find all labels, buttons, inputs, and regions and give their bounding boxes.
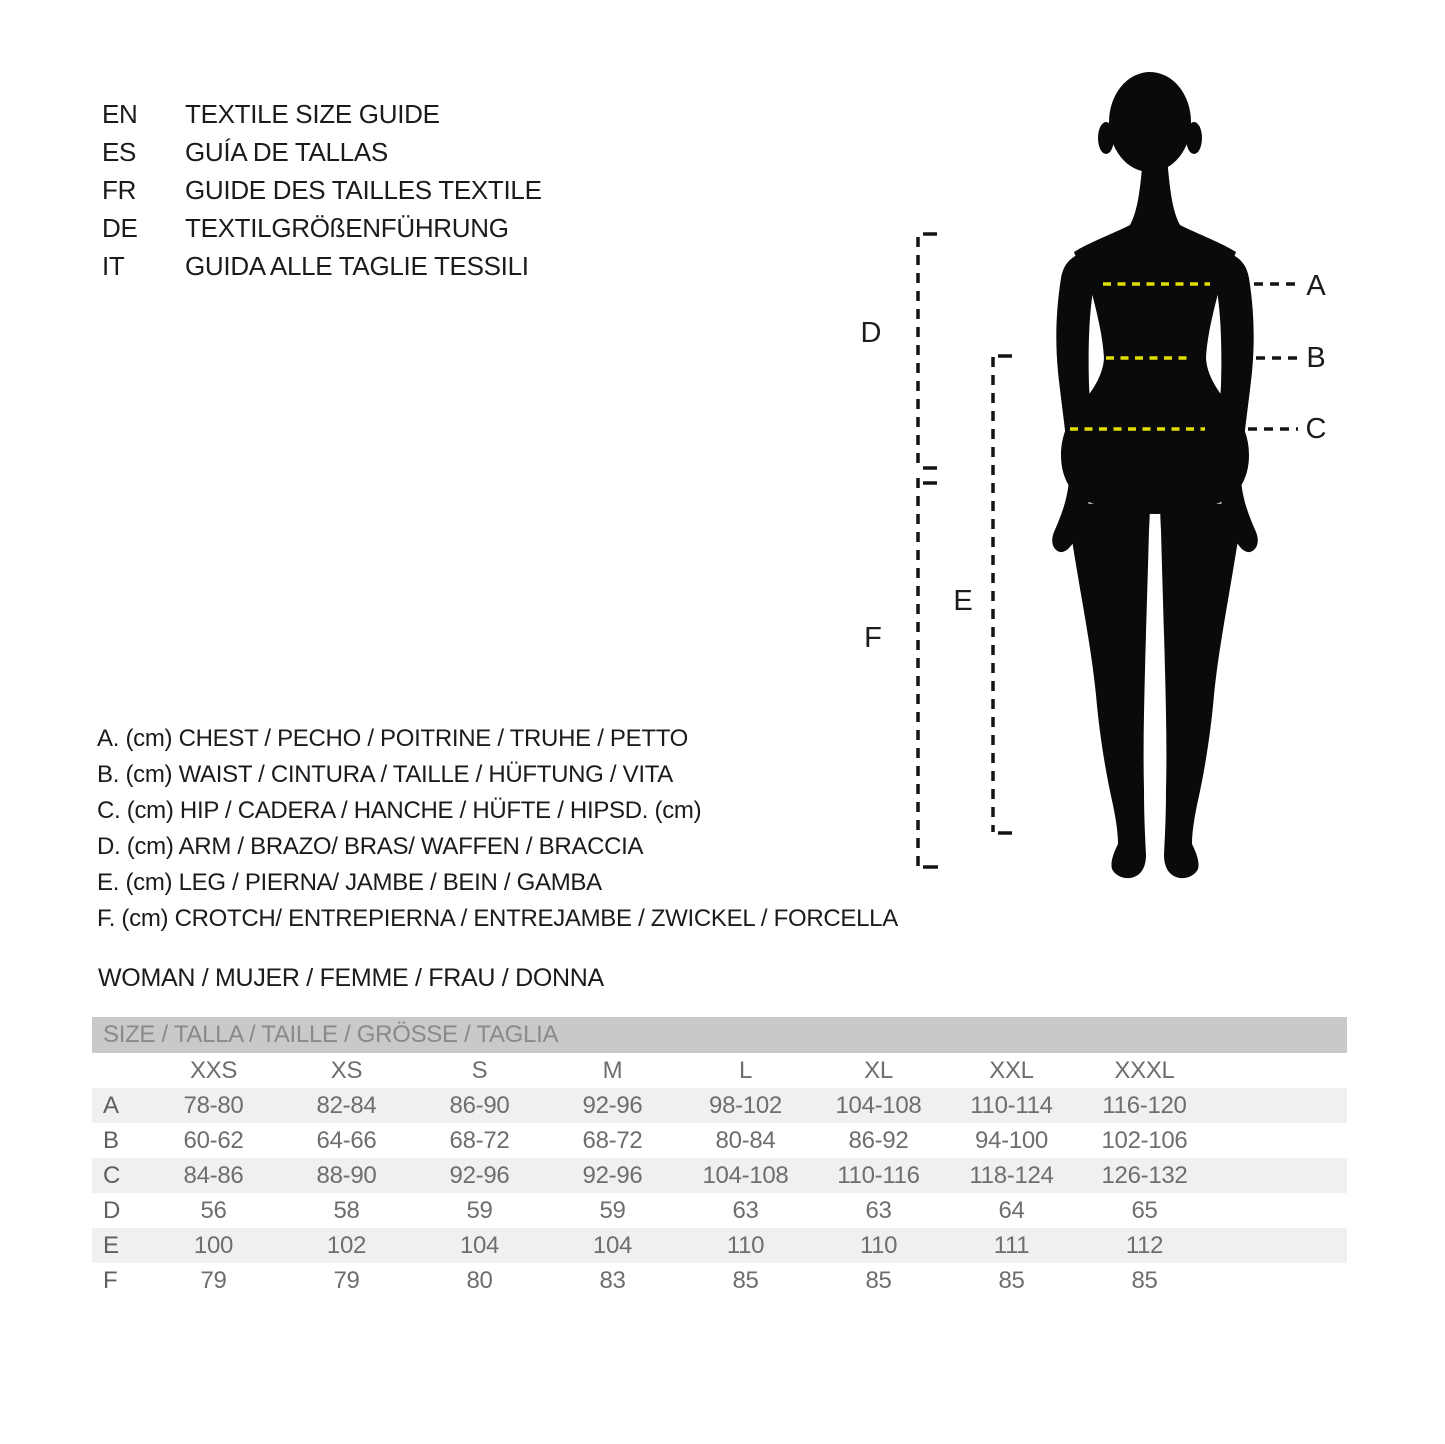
legend-item-chest: A. (cm) CHEST / PECHO / POITRINE / TRUHE / PETTO	[97, 725, 689, 752]
table-header-bar: SIZE / TALLA / TAILLE / GRÖSSE / TAGLIA	[92, 1017, 1347, 1053]
table-cell: 58	[333, 1197, 360, 1224]
table-cell: 86-90	[449, 1092, 510, 1119]
guide-title-en: TEXTILE SIZE GUIDE	[185, 98, 440, 129]
table-cell: 116-120	[1102, 1092, 1187, 1119]
row-label: D	[103, 1197, 121, 1224]
table-cell: 85	[732, 1267, 759, 1294]
marker-label-b: B	[1306, 342, 1326, 374]
table-cell: 110	[726, 1232, 765, 1259]
woman-silhouette	[1052, 72, 1258, 878]
table-row-b	[92, 1123, 1347, 1158]
size-column-header: M	[602, 1057, 623, 1084]
size-column-header: S	[471, 1057, 488, 1084]
table-cell: 110	[859, 1232, 898, 1259]
guide-title-de: TEXTILGRÖßENFÜHRUNG	[185, 212, 509, 243]
table-cell: 59	[466, 1197, 493, 1224]
table-cell: 112	[1125, 1232, 1164, 1259]
table-cell: 100	[193, 1232, 234, 1259]
legend-item-hip: C. (cm) HIP / CADERA / HANCHE / HÜFTE / HIPSD. (cm)	[97, 797, 702, 824]
table-cell-filler	[1211, 1088, 1347, 1123]
size-header-filler	[1211, 1053, 1347, 1088]
table-cell: 64	[998, 1197, 1025, 1224]
table-cell: 80-84	[715, 1127, 776, 1154]
table-cell: 84-86	[183, 1162, 244, 1189]
size-column-header: XXL	[989, 1057, 1034, 1084]
row-label: A	[103, 1092, 119, 1119]
size-column-header: XL	[864, 1057, 893, 1084]
table-cell: 102-106	[1101, 1127, 1188, 1154]
table-cell: 56	[200, 1197, 227, 1224]
size-table	[92, 1017, 1347, 1298]
size-column-header: XS	[330, 1057, 363, 1084]
table-cell: 111	[993, 1232, 1030, 1259]
table-cell: 126-132	[1101, 1162, 1188, 1189]
marker-label-c: C	[1305, 413, 1327, 445]
language-code: DE	[102, 212, 138, 243]
table-cell: 59	[599, 1197, 626, 1224]
measurement-legend	[97, 721, 898, 937]
table-cell: 110-114	[970, 1092, 1053, 1119]
table-row-f	[92, 1263, 1347, 1298]
table-cell: 110-116	[837, 1162, 920, 1189]
table-cell: 65	[1131, 1197, 1158, 1224]
table-cell: 118-124	[969, 1162, 1054, 1189]
table-cell: 92-96	[449, 1162, 510, 1189]
table-cell: 88-90	[316, 1162, 377, 1189]
size-header-spacer	[92, 1053, 147, 1088]
table-cell: 92-96	[582, 1092, 643, 1119]
table-cell: 63	[865, 1197, 892, 1224]
table-cell: 104-108	[835, 1092, 922, 1119]
table-cell-filler	[1211, 1263, 1347, 1298]
size-column-header: XXXL	[1114, 1057, 1175, 1084]
table-cell: 85	[998, 1267, 1025, 1294]
row-label: F	[103, 1267, 118, 1294]
guide-title-es: GUÍA DE TALLAS	[185, 136, 388, 167]
table-cell: 78-80	[183, 1092, 244, 1119]
marker-label-e: E	[953, 585, 973, 617]
table-row-c	[92, 1158, 1347, 1193]
marker-label-d: D	[860, 317, 882, 349]
language-code: FR	[102, 174, 137, 205]
table-cell: 85	[1131, 1267, 1158, 1294]
table-cell: 82-84	[316, 1092, 377, 1119]
table-cell-filler	[1211, 1228, 1347, 1263]
table-cell-filler	[1211, 1193, 1347, 1228]
table-cell-filler	[1211, 1123, 1347, 1158]
table-cell: 98-102	[709, 1092, 782, 1119]
table-cell: 79	[200, 1267, 227, 1294]
table-cell: 104	[592, 1232, 633, 1259]
guide-title-it: GUIDA ALLE TAGLIE TESSILI	[185, 250, 529, 281]
table-row-e	[92, 1228, 1347, 1263]
language-code: ES	[102, 136, 137, 167]
gender-heading: WOMAN / MUJER / FEMME / FRAU / DONNA	[98, 964, 604, 992]
row-label: C	[103, 1162, 121, 1189]
table-cell: 94-100	[975, 1127, 1048, 1154]
table-cell: 63	[732, 1197, 759, 1224]
table-cell: 102	[326, 1232, 367, 1259]
language-code: IT	[102, 250, 125, 281]
marker-label-f: F	[864, 622, 882, 654]
legend-item-crotch: F. (cm) CROTCH/ ENTREPIERNA / ENTREJAMBE / ZWICKEL / FORCELLA	[97, 905, 898, 932]
size-column-header: L	[738, 1057, 753, 1084]
table-cell: 79	[333, 1267, 360, 1294]
language-code: EN	[102, 98, 138, 129]
table-row-d	[92, 1193, 1347, 1228]
legend-item-waist: B. (cm) WAIST / CINTURA / TAILLE / HÜFTUNG / VITA	[97, 761, 674, 788]
size-header-row	[92, 1053, 1347, 1088]
table-cell: 104	[459, 1232, 500, 1259]
table-cell: 104-108	[702, 1162, 789, 1189]
table-cell: 60-62	[183, 1127, 244, 1154]
table-cell: 83	[599, 1267, 626, 1294]
guide-title-fr: GUIDE DES TAILLES TEXTILE	[185, 174, 542, 205]
legend-item-arm: D. (cm) ARM / BRAZO/ BRAS/ WAFFEN / BRACCIA	[97, 833, 644, 860]
row-label: E	[103, 1232, 119, 1259]
marker-label-a: A	[1306, 270, 1326, 302]
table-cell: 85	[865, 1267, 892, 1294]
table-cell: 86-92	[848, 1127, 909, 1154]
table-cell: 64-66	[316, 1127, 377, 1154]
row-label: B	[103, 1127, 119, 1154]
size-column-header: XXS	[189, 1057, 238, 1084]
table-cell: 80	[466, 1267, 493, 1294]
table-cell: 92-96	[582, 1162, 643, 1189]
legend-item-leg: E. (cm) LEG / PIERNA/ JAMBE / BEIN / GAMBA	[97, 869, 602, 896]
table-cell: 68-72	[582, 1127, 643, 1154]
table-cell-filler	[1211, 1158, 1347, 1193]
table-row-a	[92, 1088, 1347, 1123]
table-cell: 68-72	[449, 1127, 510, 1154]
